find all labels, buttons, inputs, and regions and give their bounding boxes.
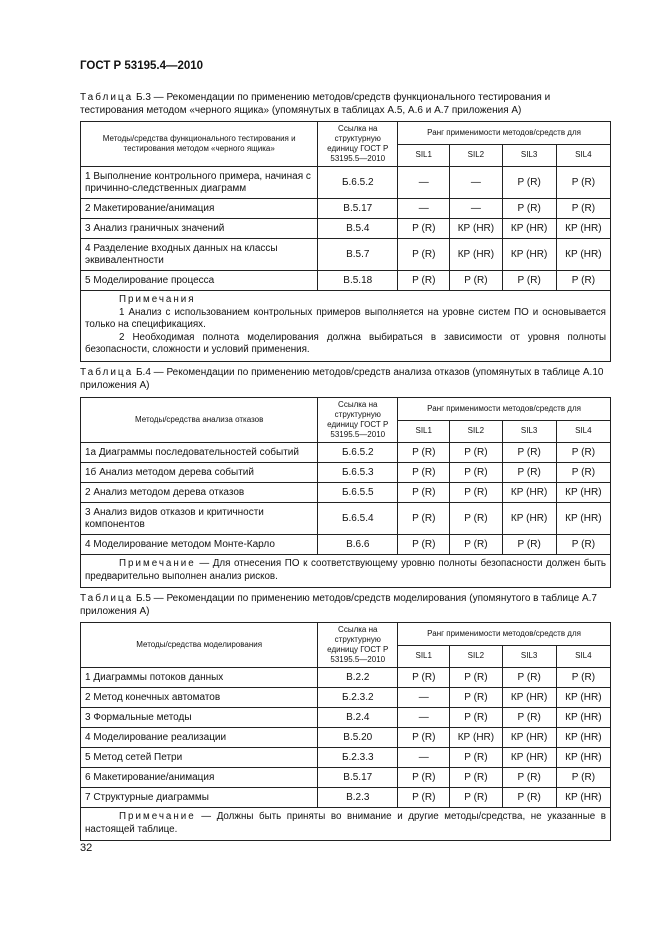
- sil3-cell: КР (HR): [502, 219, 556, 239]
- table-notes: [81, 291, 611, 362]
- sil1-cell: Р (R): [398, 788, 450, 808]
- ref-cell: В.5.17: [318, 768, 398, 788]
- table-row: [81, 239, 611, 271]
- sil1-cell: —: [398, 688, 450, 708]
- sil4-cell: КР (HR): [556, 788, 610, 808]
- ref-cell: В.2.3: [318, 788, 398, 808]
- sil4-cell: Р (R): [556, 167, 610, 199]
- table-notes: [81, 555, 611, 588]
- sil4-cell: Р (R): [556, 199, 610, 219]
- sil4-cell: Р (R): [556, 443, 610, 463]
- caption-text: Б.5 — Рекомендации по применению методов/средств моделирования (упомянутого в таблице А.7 приложения А): [80, 593, 597, 617]
- col-header-ref: Ссылка на структурную единицу ГОСТ Р 53195.5—2010: [318, 623, 398, 668]
- col-header-sil1: SIL1: [398, 645, 450, 668]
- table-row: [81, 199, 611, 219]
- method-cell: 3 Анализ видов отказов и критичности компонентов: [81, 503, 318, 535]
- method-cell: 1б Анализ методом дерева событий: [81, 463, 318, 483]
- sil4-cell: КР (HR): [556, 748, 610, 768]
- sil2-cell: Р (R): [450, 483, 502, 503]
- sil2-cell: Р (R): [450, 443, 502, 463]
- col-header-rank: Ранг применимости методов/средств для: [398, 623, 611, 646]
- notes-row: [81, 808, 611, 841]
- sil2-cell: Р (R): [450, 788, 502, 808]
- sil2-cell: Р (R): [450, 688, 502, 708]
- method-cell: 7 Структурные диаграммы: [81, 788, 318, 808]
- page-number: 32: [80, 842, 93, 854]
- sil2-cell: Р (R): [450, 768, 502, 788]
- table-row: [81, 463, 611, 483]
- caption-label: Таблица: [80, 367, 134, 378]
- ref-cell: В.5.17: [318, 199, 398, 219]
- caption-label: Таблица: [80, 92, 134, 103]
- ref-cell: Б.6.5.4: [318, 503, 398, 535]
- sil1-cell: —: [398, 167, 450, 199]
- col-header-rank: Ранг применимости методов/средств для: [398, 398, 611, 421]
- sil1-cell: Р (R): [398, 503, 450, 535]
- method-cell: 4 Моделирование реализации: [81, 728, 318, 748]
- sil3-cell: Р (R): [502, 443, 556, 463]
- method-cell: 5 Метод сетей Петри: [81, 748, 318, 768]
- table-b5: [80, 622, 611, 841]
- table-notes: [81, 808, 611, 841]
- col-header-ref: Ссылка на структурную единицу ГОСТ Р 53195.5—2010: [318, 398, 398, 443]
- table-b4-caption: [80, 366, 610, 392]
- sil3-cell: КР (HR): [502, 748, 556, 768]
- col-header-method: Методы/средства функционального тестирования и тестирования методом «черного ящика»: [81, 122, 318, 167]
- table-row: [81, 483, 611, 503]
- sil2-cell: КР (HR): [450, 239, 502, 271]
- ref-cell: Б.6.5.2: [318, 443, 398, 463]
- method-cell: 4 Разделение входных данных на классы эквивалентности: [81, 239, 318, 271]
- sil2-cell: Р (R): [450, 748, 502, 768]
- table-row: [81, 503, 611, 535]
- notes-row: [81, 291, 611, 362]
- sil4-cell: Р (R): [556, 668, 610, 688]
- ref-cell: В.5.4: [318, 219, 398, 239]
- sil4-cell: КР (HR): [556, 728, 610, 748]
- sil3-cell: Р (R): [502, 668, 556, 688]
- notes-row: [81, 555, 611, 588]
- method-cell: 6 Макетирование/анимация: [81, 768, 318, 788]
- caption-text: Б.4 — Рекомендации по применению методов/средств анализа отказов (упомянутых в таблице А.10 приложения А): [80, 367, 604, 391]
- sil1-cell: Р (R): [398, 728, 450, 748]
- sil4-cell: КР (HR): [556, 708, 610, 728]
- method-cell: 3 Формальные методы: [81, 708, 318, 728]
- sil4-cell: Р (R): [556, 271, 610, 291]
- col-header-sil2: SIL2: [450, 420, 502, 443]
- sil4-cell: КР (HR): [556, 483, 610, 503]
- table-row: [81, 219, 611, 239]
- table-b3-caption: [80, 91, 610, 117]
- sil1-cell: —: [398, 748, 450, 768]
- sil3-cell: КР (HR): [502, 483, 556, 503]
- table-row: [81, 668, 611, 688]
- table-row: [81, 167, 611, 199]
- col-header-method: Методы/средства моделирования: [81, 623, 318, 668]
- sil3-cell: КР (HR): [502, 503, 556, 535]
- sil2-cell: КР (HR): [450, 728, 502, 748]
- table-row: [81, 535, 611, 555]
- ref-cell: Б.2.3.3: [318, 748, 398, 768]
- table-row: [81, 443, 611, 463]
- sil3-cell: КР (HR): [502, 728, 556, 748]
- sil2-cell: Р (R): [450, 708, 502, 728]
- sil1-cell: Р (R): [398, 668, 450, 688]
- note-title: Примечание: [119, 558, 196, 569]
- col-header-sil2: SIL2: [450, 144, 502, 167]
- sil1-cell: —: [398, 708, 450, 728]
- document-header: ГОСТ Р 53195.4—2010: [80, 60, 204, 72]
- note-title: Примечание: [119, 811, 196, 822]
- sil2-cell: Р (R): [450, 463, 502, 483]
- ref-cell: Б.2.3.2: [318, 688, 398, 708]
- sil3-cell: Р (R): [502, 708, 556, 728]
- sil1-cell: Р (R): [398, 443, 450, 463]
- sil2-cell: Р (R): [450, 535, 502, 555]
- method-cell: 4 Моделирование методом Монте-Карло: [81, 535, 318, 555]
- sil1-cell: Р (R): [398, 463, 450, 483]
- note-1: 1 Анализ с использованием контрольных примеров выполняется на уровне систем ПО и основывается только на спецификациях.: [85, 306, 606, 330]
- sil2-cell: Р (R): [450, 668, 502, 688]
- sil1-cell: Р (R): [398, 535, 450, 555]
- table-row: [81, 768, 611, 788]
- method-cell: 2 Макетирование/анимация: [81, 199, 318, 219]
- col-header-sil4: SIL4: [556, 144, 610, 167]
- sil4-cell: Р (R): [556, 535, 610, 555]
- method-cell: 3 Анализ граничных значений: [81, 219, 318, 239]
- sil3-cell: Р (R): [502, 788, 556, 808]
- ref-cell: В.2.4: [318, 708, 398, 728]
- ref-cell: В.5.18: [318, 271, 398, 291]
- note-2: 2 Необходимая полнота моделирования должна выбираться в зависимости от уровня полноты безопасности, сложности и условий применения.: [85, 331, 606, 355]
- sil2-cell: Р (R): [450, 503, 502, 535]
- sil1-cell: Р (R): [398, 271, 450, 291]
- col-header-sil3: SIL3: [502, 420, 556, 443]
- sil1-cell: Р (R): [398, 239, 450, 271]
- table-row: [81, 708, 611, 728]
- table-b3: [80, 121, 611, 362]
- sil3-cell: КР (HR): [502, 688, 556, 708]
- col-header-sil1: SIL1: [398, 420, 450, 443]
- col-header-sil4: SIL4: [556, 420, 610, 443]
- sil1-cell: Р (R): [398, 219, 450, 239]
- table-row: [81, 788, 611, 808]
- sil2-cell: —: [450, 199, 502, 219]
- sil4-cell: КР (HR): [556, 688, 610, 708]
- ref-cell: Б.6.5.2: [318, 167, 398, 199]
- sil1-cell: Р (R): [398, 768, 450, 788]
- table-row: [81, 748, 611, 768]
- ref-cell: В.5.7: [318, 239, 398, 271]
- method-cell: 5 Моделирование процесса: [81, 271, 318, 291]
- note-1: [85, 811, 606, 836]
- note-title-line: [85, 294, 606, 307]
- ref-cell: Б.6.5.3: [318, 463, 398, 483]
- note-title: Примечания: [119, 294, 196, 305]
- sil3-cell: Р (R): [502, 463, 556, 483]
- col-header-sil2: SIL2: [450, 645, 502, 668]
- sil2-cell: —: [450, 167, 502, 199]
- ref-cell: В.6.6: [318, 535, 398, 555]
- method-cell: 2 Анализ методом дерева отказов: [81, 483, 318, 503]
- sil4-cell: Р (R): [556, 768, 610, 788]
- col-header-sil1: SIL1: [398, 144, 450, 167]
- col-header-method: Методы/средства анализа отказов: [81, 398, 318, 443]
- table-row: [81, 271, 611, 291]
- note-text: — Для отнесения ПО к соответствующему уровню полноты безопасности должен быть предварительно выполнен анализ рисков.: [85, 558, 606, 582]
- method-cell: 1 Диаграммы потоков данных: [81, 668, 318, 688]
- sil3-cell: Р (R): [502, 271, 556, 291]
- table-row: [81, 728, 611, 748]
- ref-cell: Б.6.5.5: [318, 483, 398, 503]
- sil3-cell: Р (R): [502, 535, 556, 555]
- ref-cell: В.5.20: [318, 728, 398, 748]
- caption-text: Б.3 — Рекомендации по применению методов/средств функционального тестирования и тестирования методом «черного ящика» (упомянутых в таблицах А.5, А.6 и А.7 приложения А): [80, 92, 551, 116]
- sil4-cell: Р (R): [556, 463, 610, 483]
- table-b4: [80, 397, 611, 588]
- sil4-cell: КР (HR): [556, 503, 610, 535]
- sil4-cell: КР (HR): [556, 239, 610, 271]
- sil4-cell: КР (HR): [556, 219, 610, 239]
- col-header-rank: Ранг применимости методов/средств для: [398, 122, 611, 145]
- method-cell: 1а Диаграммы последовательностей событий: [81, 443, 318, 463]
- sil3-cell: Р (R): [502, 199, 556, 219]
- caption-label: Таблица: [80, 593, 134, 604]
- col-header-sil3: SIL3: [502, 645, 556, 668]
- sil3-cell: Р (R): [502, 167, 556, 199]
- sil3-cell: КР (HR): [502, 239, 556, 271]
- ref-cell: В.2.2: [318, 668, 398, 688]
- method-cell: 1 Выполнение контрольного примера, начиная с причинно-следственных диаграмм: [81, 167, 318, 199]
- note-1: [85, 558, 606, 583]
- sil2-cell: Р (R): [450, 271, 502, 291]
- sil3-cell: Р (R): [502, 768, 556, 788]
- sil1-cell: —: [398, 199, 450, 219]
- col-header-sil3: SIL3: [502, 144, 556, 167]
- sil1-cell: Р (R): [398, 483, 450, 503]
- col-header-sil4: SIL4: [556, 645, 610, 668]
- method-cell: 2 Метод конечных автоматов: [81, 688, 318, 708]
- table-row: [81, 688, 611, 708]
- table-b5-caption: [80, 592, 610, 618]
- col-header-ref: Ссылка на структурную единицу ГОСТ Р 53195.5—2010: [318, 122, 398, 167]
- sil2-cell: КР (HR): [450, 219, 502, 239]
- note-text: — Должны быть приняты во внимание и другие методы/средства, не указанные в настоящей таблице.: [85, 811, 606, 835]
